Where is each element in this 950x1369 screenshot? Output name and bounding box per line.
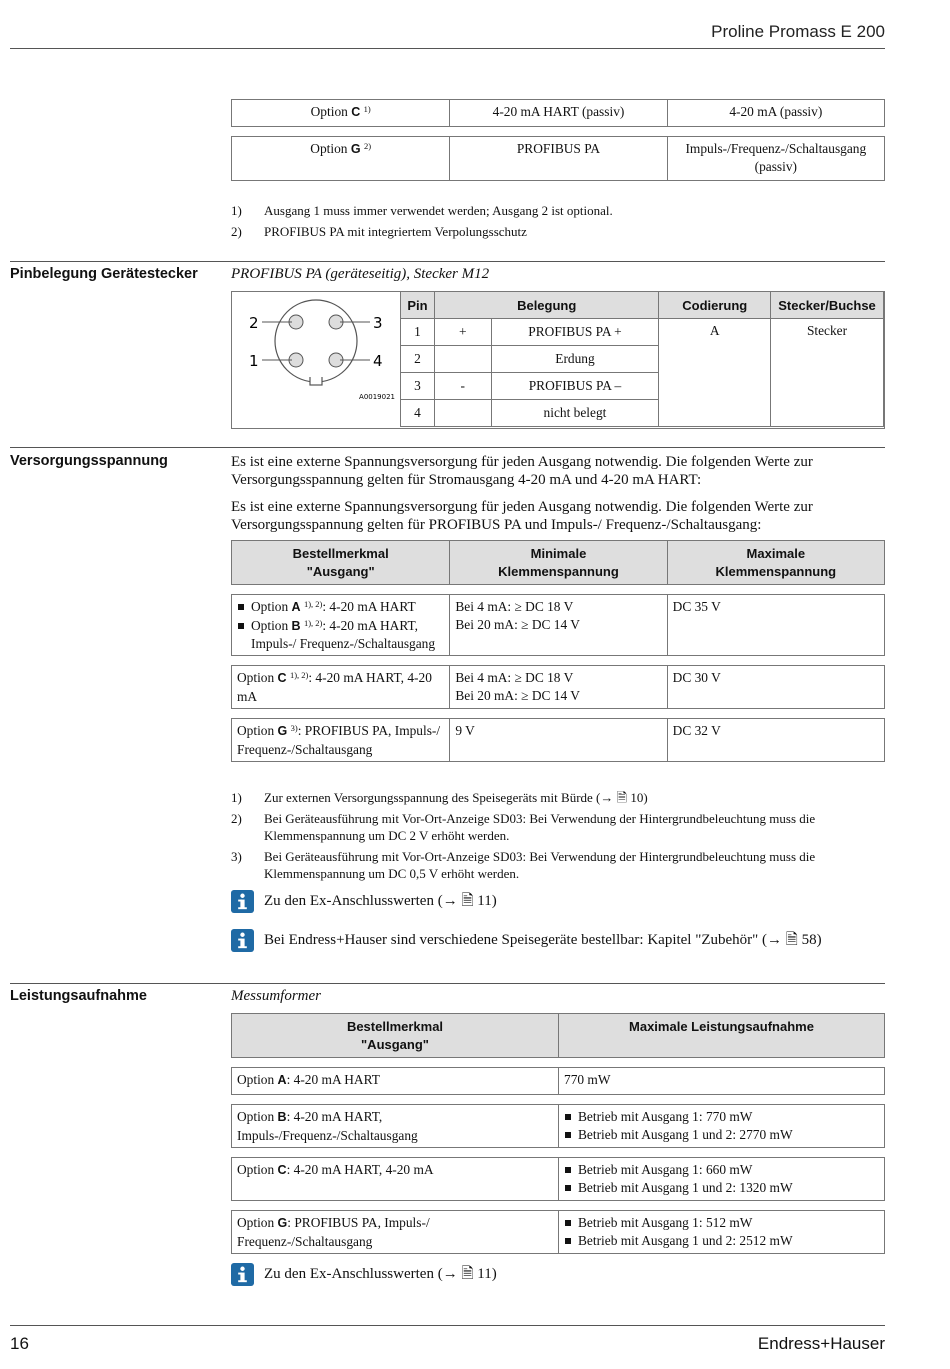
output-option-table xyxy=(231,99,885,244)
supply-paragraph: Es ist eine externe Spannungsversorgung für jeden Ausgang notwendig. Die folgenden Werte zur Versorgungsspannung gelten für PROFIBUS PA und Impuls-/ Frequenz-/Schaltausgang: xyxy=(231,499,813,533)
power-value-cell xyxy=(558,1158,884,1200)
output1-cell: 4-20 mA HART (passiv) xyxy=(449,100,666,126)
info-icon xyxy=(231,1263,254,1286)
col-header: Maximale Klemmenspannung xyxy=(667,541,884,584)
option-cell: Option C: 4-20 mA HART, 4-20 mA xyxy=(237,1162,434,1177)
pin-assignment-block xyxy=(231,291,885,429)
info-icon xyxy=(231,890,254,913)
section-title-leistung: Leistungsaufnahme xyxy=(10,988,147,1004)
col-header-codierung: Codierung xyxy=(659,292,771,319)
m12-connector-diagram xyxy=(232,292,400,428)
min-voltage-cell: Bei 4 mA: ≥ DC 18 V Bei 20 mA: ≥ DC 14 V xyxy=(449,666,666,708)
list-item: Betrieb mit Ausgang 1: 770 mW xyxy=(564,1108,879,1126)
info-text: Bei Endress+Hauser sind verschiedene Speisegeräte bestellbar: Kapitel "Zubehör" (→ 🗎 58) xyxy=(264,932,822,948)
max-voltage-cell: DC 35 V xyxy=(667,595,884,655)
output2-cell: Impuls-/Frequenz-/Schaltausgang (passiv) xyxy=(667,137,884,180)
table-row xyxy=(231,99,885,127)
list-item: Betrieb mit Ausgang 1 und 2: 1320 mW xyxy=(564,1179,879,1197)
table-row xyxy=(231,1104,885,1148)
connector-key xyxy=(310,376,322,385)
col-header: Minimale Klemmenspannung xyxy=(449,541,666,584)
page-number: 16 xyxy=(10,1334,29,1353)
table-row: 1 + PROFIBUS PA + A Stecker xyxy=(401,319,884,346)
footnote: 2) PROFIBUS PA mit integriertem Verpolungsschutz xyxy=(231,224,527,239)
connector-key-gap xyxy=(308,375,324,377)
footnote: 3) Bei Geräteausführung mit Vor-Ort-Anzeige SD03: Bei Verwendung der Hintergrundbeleuchtung muss die Klemmenspannung um DC 0,5 V erhöht werden. xyxy=(231,849,816,881)
footer-rule xyxy=(10,1325,885,1326)
header-rule xyxy=(10,48,885,49)
connector-outline xyxy=(275,300,357,382)
document-title: Proline Promass E 200 xyxy=(711,22,885,41)
output2-cell: 4-20 mA (passiv) xyxy=(667,100,884,126)
table-row xyxy=(231,1067,885,1095)
table-row xyxy=(231,1157,885,1201)
footnote: 2) Bei Geräteausführung mit Vor-Ort-Anzeige SD03: Bei Verwendung der Hintergrundbeleuchtung muss die Klemmenspannung um DC 2 V erhöht werden. xyxy=(231,811,816,843)
table-row xyxy=(231,718,885,762)
option-cell xyxy=(232,595,449,655)
info-text: Zu den Ex-Anschlusswerten (→ 🗎 11) xyxy=(264,1266,497,1282)
option-cell: Option C $^{1), 2)}$: 4-20 mA HART, 4-20 mA xyxy=(237,670,432,704)
list-item: Betrieb mit Ausgang 1 und 2: 2512 mW xyxy=(564,1232,879,1250)
col-header: Bestellmerkmal "Ausgang" xyxy=(346,1019,444,1052)
supply-paragraph: Es ist eine externe Spannungsversorgung für jeden Ausgang notwendig. Die folgenden Werte zur Versorgungsspannung gelten für Stromausgang 4-20 mA und 4-20 mA HART: xyxy=(231,454,813,488)
max-voltage-cell: DC 30 V xyxy=(667,666,884,708)
list-item: Betrieb mit Ausgang 1: 660 mW xyxy=(564,1161,879,1179)
col-header-belegung: Belegung xyxy=(434,292,659,319)
footer-brand: Endress+Hauser xyxy=(757,1334,885,1353)
list-item: Option B $^{1), 2)}$: 4-20 mA HART, Impuls-/ Frequenz-/Schaltausgang xyxy=(237,617,444,653)
footnote: 1) Ausgang 1 muss immer verwendet werden; Ausgang 2 ist optional. xyxy=(231,203,613,218)
power-value-cell xyxy=(558,1211,884,1253)
power-section xyxy=(231,988,885,1286)
section-title-versorgung: Versorgungsspannung xyxy=(10,453,168,469)
table-row: 2 Erdung xyxy=(401,346,884,373)
codierung-value: A xyxy=(659,319,771,427)
stecker-value: Stecker xyxy=(771,319,884,427)
option-cell: Option G $^{3)}$: PROFIBUS PA, Impuls-/ Frequenz-/Schaltausgang xyxy=(237,723,441,757)
col-header-stecker: Stecker/Buchse xyxy=(771,292,884,319)
section-rule xyxy=(10,447,885,448)
supply-section xyxy=(231,453,885,952)
list-item: Betrieb mit Ausgang 1 und 2: 2770 mW xyxy=(564,1126,879,1144)
col-header-pin: Pin xyxy=(401,292,435,319)
option-cell: Option C $^{1)}$ xyxy=(310,104,371,119)
pin-label: 4 xyxy=(373,352,383,370)
footnote: 1) Zur externen Versorgungsspannung des Speisegeräts mit Bürde (→ 🗎 10) xyxy=(231,790,648,805)
option-cell: Option A: 4-20 mA HART xyxy=(237,1072,380,1087)
info-note xyxy=(231,929,885,952)
pin-label: 1 xyxy=(249,352,259,370)
section-rule xyxy=(10,983,885,984)
table-row: 4 nicht belegt xyxy=(401,400,884,427)
table-row xyxy=(231,1210,885,1254)
min-voltage-cell: 9 V xyxy=(449,719,666,761)
output1-cell: PROFIBUS PA xyxy=(449,137,666,180)
power-subtitle: Messumformer xyxy=(231,988,321,1004)
info-text: Zu den Ex-Anschlusswerten (→ 🗎 11) xyxy=(264,893,497,909)
max-voltage-cell: DC 32 V xyxy=(667,719,884,761)
option-cell: Option G: PROFIBUS PA, Impuls-/ Frequenz-/Schaltausgang xyxy=(237,1215,430,1249)
table-header-row xyxy=(231,540,885,585)
figure-id: A0019021 xyxy=(359,393,395,401)
table-row xyxy=(231,594,885,656)
option-cell: Option B: 4-20 mA HART, Impuls-/Frequenz-/Schaltausgang xyxy=(237,1109,418,1143)
pin-label: 2 xyxy=(249,314,259,332)
info-note xyxy=(231,1263,885,1286)
section-title-pinbelegung: Pinbelegung Gerätestecker xyxy=(10,266,198,282)
section-rule xyxy=(10,261,885,262)
option-cell: Option G $^{2)}$ xyxy=(310,141,372,156)
info-note xyxy=(231,890,885,913)
table-row xyxy=(231,665,885,709)
col-header: Maximale Leistungsaufnahme xyxy=(558,1014,884,1057)
list-item: Option A $^{1), 2)}$: 4-20 mA HART xyxy=(237,598,444,617)
table-header-row xyxy=(401,292,884,319)
power-value-cell xyxy=(558,1105,884,1147)
table-row xyxy=(231,136,885,181)
list-item: Betrieb mit Ausgang 1: 512 mW xyxy=(564,1214,879,1232)
col-header: Bestellmerkmal "Ausgang" xyxy=(292,546,389,579)
pin-subtitle: PROFIBUS PA (geräteseitig), Stecker M12 xyxy=(231,266,490,282)
min-voltage-cell: Bei 4 mA: ≥ DC 18 V Bei 20 mA: ≥ DC 14 V xyxy=(449,595,666,655)
info-icon xyxy=(231,929,254,952)
table-header-row xyxy=(231,1013,885,1058)
table-row: 3 - PROFIBUS PA – xyxy=(401,373,884,400)
pin-table xyxy=(400,291,884,427)
power-value-cell: 770 mW xyxy=(558,1068,884,1094)
pin-label: 3 xyxy=(373,314,383,332)
